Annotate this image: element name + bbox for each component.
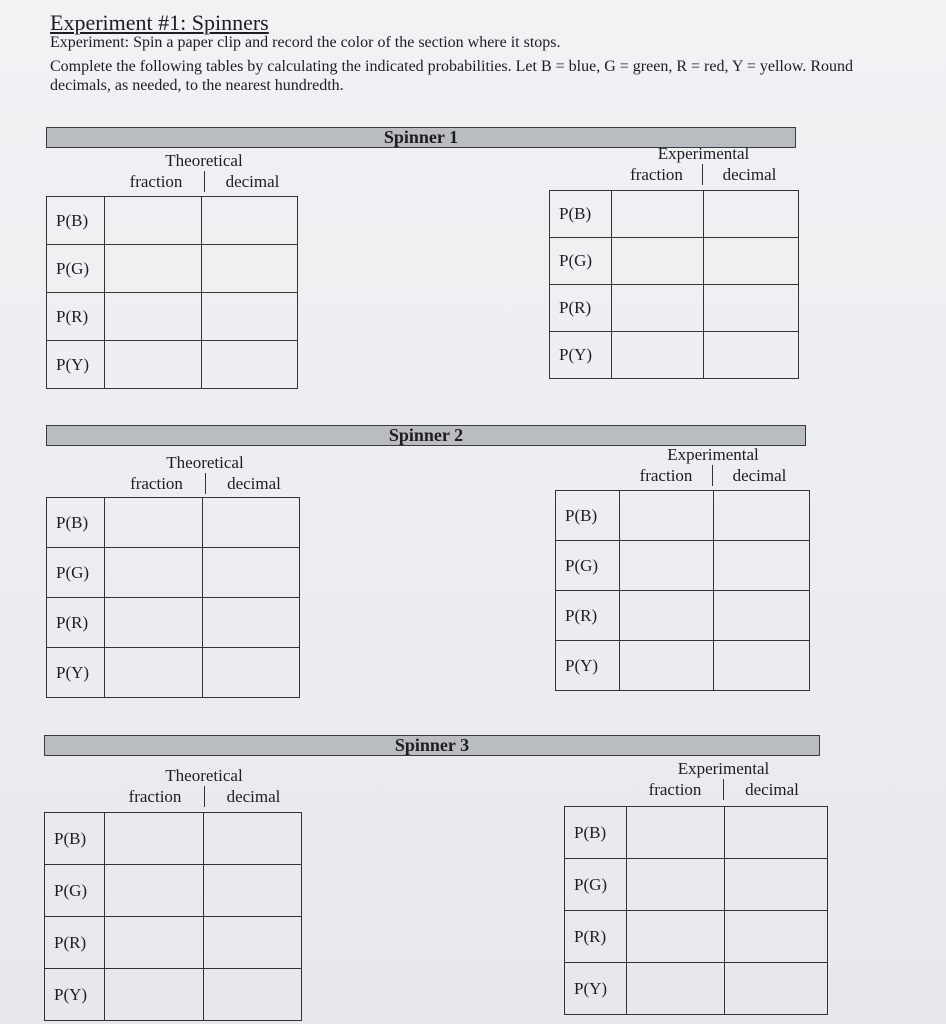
spinner-1-experimental-header xyxy=(611,143,796,185)
theoretical-label: Theoretical xyxy=(165,766,243,785)
spinner-3-experimental-table xyxy=(564,806,828,1015)
fraction-label: fraction xyxy=(648,780,702,799)
spinner-3-experimental-header xyxy=(627,758,820,800)
row-label-pg: P(G) xyxy=(47,245,105,293)
theoretical-fraction-cell[interactable] xyxy=(105,813,204,865)
spinner-2-experimental-header xyxy=(620,444,806,486)
experimental-decimal-cell[interactable] xyxy=(725,911,828,963)
experimental-decimal-cell[interactable] xyxy=(704,285,799,332)
experimental-decimal-cell[interactable] xyxy=(714,541,810,591)
decimal-label: decimal xyxy=(204,786,302,807)
row-label-pg: P(G) xyxy=(47,548,105,598)
theoretical-decimal-cell[interactable] xyxy=(202,341,298,389)
spinner-2-title: Spinner 2 xyxy=(46,425,806,446)
row-label-pr: P(R) xyxy=(550,285,612,332)
spinner-2-experimental-table xyxy=(555,490,810,691)
page-title: Experiment #1: Spinners xyxy=(50,10,269,35)
task-instructions: Complete the following tables by calculating the indicated probabilities. Let B = blue, G = green, R = red, Y = yellow. Round decimals, as needed, to the nearest hundredth. xyxy=(50,58,854,94)
decimal-label: decimal xyxy=(205,473,302,494)
experimental-fraction-cell[interactable] xyxy=(620,541,714,591)
experimental-decimal-cell[interactable] xyxy=(725,963,828,1015)
theoretical-fraction-cell[interactable] xyxy=(105,969,204,1021)
spinner-3-theoretical-table xyxy=(44,812,302,1021)
experimental-decimal-cell[interactable] xyxy=(714,591,810,641)
experimental-decimal-cell[interactable] xyxy=(714,641,810,691)
row-label-pg: P(G) xyxy=(550,238,612,285)
experimental-fraction-cell[interactable] xyxy=(627,911,725,963)
spinner-1-theoretical-header xyxy=(108,150,300,192)
experimental-fraction-cell[interactable] xyxy=(627,807,725,859)
decimal-label: decimal xyxy=(712,465,806,486)
spinner-3-title: Spinner 3 xyxy=(44,735,820,756)
spinner-1-theoretical-table xyxy=(46,196,298,389)
theoretical-decimal-cell[interactable] xyxy=(204,865,302,917)
theoretical-decimal-cell[interactable] xyxy=(202,293,298,341)
theoretical-fraction-cell[interactable] xyxy=(105,498,203,548)
experimental-decimal-cell[interactable] xyxy=(725,807,828,859)
decimal-label: decimal xyxy=(723,779,820,800)
row-label-pr: P(R) xyxy=(45,917,105,969)
theoretical-fraction-cell[interactable] xyxy=(105,293,202,341)
row-label-pg: P(G) xyxy=(556,541,620,591)
theoretical-fraction-cell[interactable] xyxy=(105,245,202,293)
row-label-pg: P(G) xyxy=(45,865,105,917)
theoretical-decimal-cell[interactable] xyxy=(203,648,300,698)
theoretical-fraction-cell[interactable] xyxy=(105,648,203,698)
experimental-fraction-cell[interactable] xyxy=(620,591,714,641)
experimental-label: Experimental xyxy=(677,759,770,778)
theoretical-fraction-cell[interactable] xyxy=(105,917,204,969)
experimental-decimal-cell[interactable] xyxy=(704,238,799,285)
theoretical-decimal-cell[interactable] xyxy=(204,917,302,969)
theoretical-decimal-cell[interactable] xyxy=(203,498,300,548)
theoretical-fraction-cell[interactable] xyxy=(105,197,202,245)
experimental-fraction-cell[interactable] xyxy=(612,285,704,332)
experimental-decimal-cell[interactable] xyxy=(704,332,799,379)
experimental-label: Experimental xyxy=(667,445,759,464)
row-label-pb: P(B) xyxy=(556,491,620,541)
fraction-label: fraction xyxy=(639,466,693,485)
theoretical-decimal-cell[interactable] xyxy=(203,548,300,598)
theoretical-decimal-cell[interactable] xyxy=(204,813,302,865)
decimal-label: decimal xyxy=(702,164,796,185)
row-label-py: P(Y) xyxy=(47,341,105,389)
spinner-3-theoretical-header xyxy=(106,765,302,807)
row-label-py: P(Y) xyxy=(550,332,612,379)
experimental-fraction-cell[interactable] xyxy=(627,963,725,1015)
row-label-py: P(Y) xyxy=(47,648,105,698)
row-label-pg: P(G) xyxy=(565,859,627,911)
experimental-decimal-cell[interactable] xyxy=(704,191,799,238)
fraction-label: fraction xyxy=(129,172,183,191)
spinner-2-theoretical-header xyxy=(108,452,302,494)
theoretical-fraction-cell[interactable] xyxy=(105,865,204,917)
experimental-label: Experimental xyxy=(657,144,750,163)
decimal-label: decimal xyxy=(204,171,300,192)
theoretical-decimal-cell[interactable] xyxy=(204,969,302,1021)
row-label-pb: P(B) xyxy=(45,813,105,865)
row-label-pb: P(B) xyxy=(47,498,105,548)
row-label-py: P(Y) xyxy=(565,963,627,1015)
experimental-decimal-cell[interactable] xyxy=(725,859,828,911)
row-label-pr: P(R) xyxy=(565,911,627,963)
experimental-decimal-cell[interactable] xyxy=(714,491,810,541)
theoretical-decimal-cell[interactable] xyxy=(202,245,298,293)
experimental-fraction-cell[interactable] xyxy=(612,191,704,238)
row-label-py: P(Y) xyxy=(45,969,105,1021)
fraction-label: fraction xyxy=(130,474,183,493)
row-label-pb: P(B) xyxy=(565,807,627,859)
spinner-1-experimental-table xyxy=(549,190,799,379)
experiment-instruction: Experiment: Spin a paper clip and record the color of the section where it stops. xyxy=(50,34,561,51)
row-label-pr: P(R) xyxy=(556,591,620,641)
theoretical-fraction-cell[interactable] xyxy=(105,341,202,389)
experimental-fraction-cell[interactable] xyxy=(620,641,714,691)
row-label-py: P(Y) xyxy=(556,641,620,691)
spinner-1-title: Spinner 1 xyxy=(46,127,796,148)
experimental-fraction-cell[interactable] xyxy=(612,238,704,285)
row-label-pr: P(R) xyxy=(47,598,105,648)
fraction-label: fraction xyxy=(128,787,182,806)
spinner-2-theoretical-table xyxy=(46,497,300,698)
fraction-label: fraction xyxy=(630,165,683,184)
experimental-fraction-cell[interactable] xyxy=(627,859,725,911)
row-label-pb: P(B) xyxy=(47,197,105,245)
row-label-pr: P(R) xyxy=(47,293,105,341)
theoretical-label: Theoretical xyxy=(165,151,243,170)
experimental-fraction-cell[interactable] xyxy=(612,332,704,379)
theoretical-label: Theoretical xyxy=(166,453,244,472)
row-label-pb: P(B) xyxy=(550,191,612,238)
theoretical-fraction-cell[interactable] xyxy=(105,598,203,648)
theoretical-decimal-cell[interactable] xyxy=(202,197,298,245)
experimental-fraction-cell[interactable] xyxy=(620,491,714,541)
theoretical-fraction-cell[interactable] xyxy=(105,548,203,598)
theoretical-decimal-cell[interactable] xyxy=(203,598,300,648)
